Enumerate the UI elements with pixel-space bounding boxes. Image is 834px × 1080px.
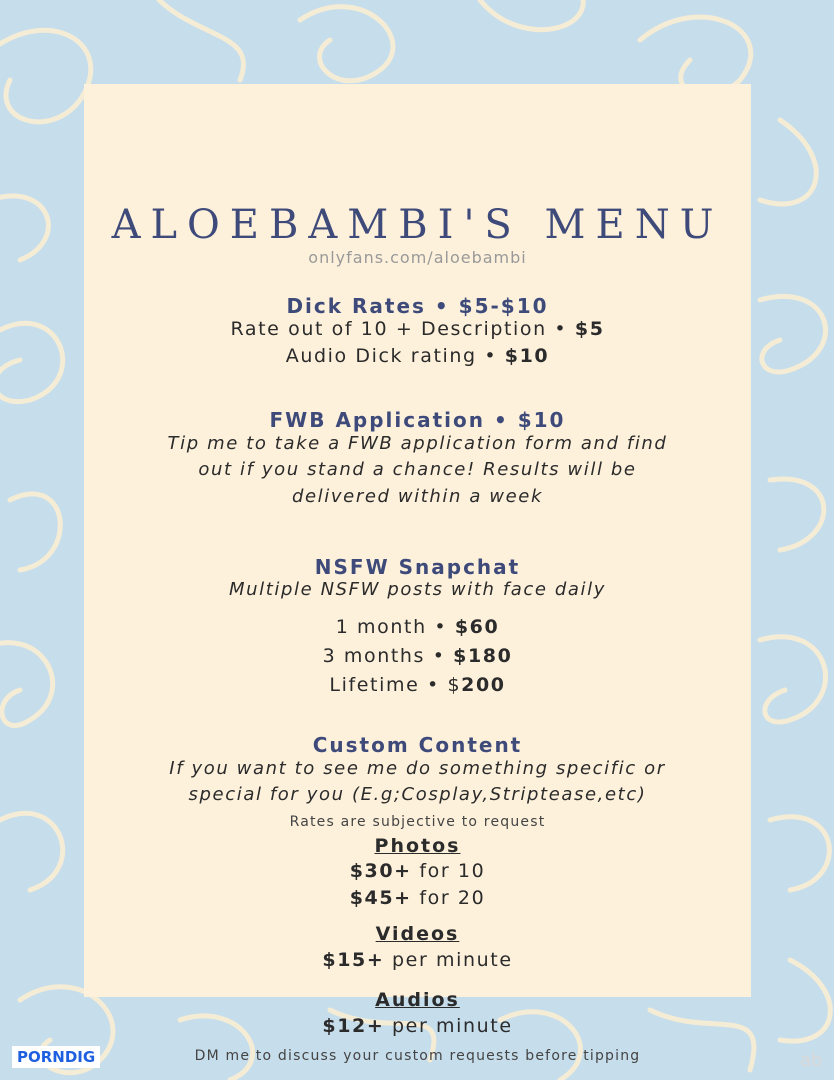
audios-heading: Audios [375,989,460,1011]
videos-price: $15+ per minute [322,949,513,971]
porndig-logo[interactable]: PORNDIG [12,1046,100,1068]
audios-price: $12+ per minute [322,1015,513,1037]
fwb-desc-line-3: delivered within a week [291,486,543,507]
snapchat-option-2: 3 months • $180 [322,645,513,667]
custom-desc-line-1: If you want to see me do something specific or [169,758,666,779]
videos-heading: Videos [375,923,460,945]
fwb-heading: FWB Application • $10 [269,408,566,432]
menu-card [84,84,751,1064]
watermark: ab [800,1050,823,1071]
custom-rates-note: Rates are subjective to request [289,814,546,830]
dick-rates-item-1: Rate out of 10 + Description • $5 [230,318,605,340]
onlyfans-url: onlyfans.com/aloebambi [308,248,527,267]
fwb-desc-line-1: Tip me to take a FWB application form and find [167,433,668,454]
fwb-desc-line-2: out if you stand a chance! Results will be [198,459,637,480]
snapchat-option-3: Lifetime • $200 [329,674,506,696]
photos-price-2: $45+ for 20 [349,887,486,909]
snapchat-desc: Multiple NSFW posts with face daily [228,579,607,600]
snapchat-heading: NSFW Snapchat [314,555,521,579]
photos-heading: Photos [374,835,461,857]
photos-price-1: $30+ for 10 [349,860,486,882]
footer-note: DM me to discuss your custom requests before tipping [194,1048,641,1064]
custom-desc-line-2: special for you (E.g;Cosplay,Striptease,etc) [188,784,647,805]
snapchat-option-1: 1 month • $60 [335,616,500,638]
dick-rates-item-2: Audio Dick rating • $10 [285,345,550,367]
menu-title: ALOEBAMBI'S MENU [111,202,724,248]
custom-heading: Custom Content [312,733,523,757]
dick-rates-heading: Dick Rates • $5-$10 [286,294,549,318]
